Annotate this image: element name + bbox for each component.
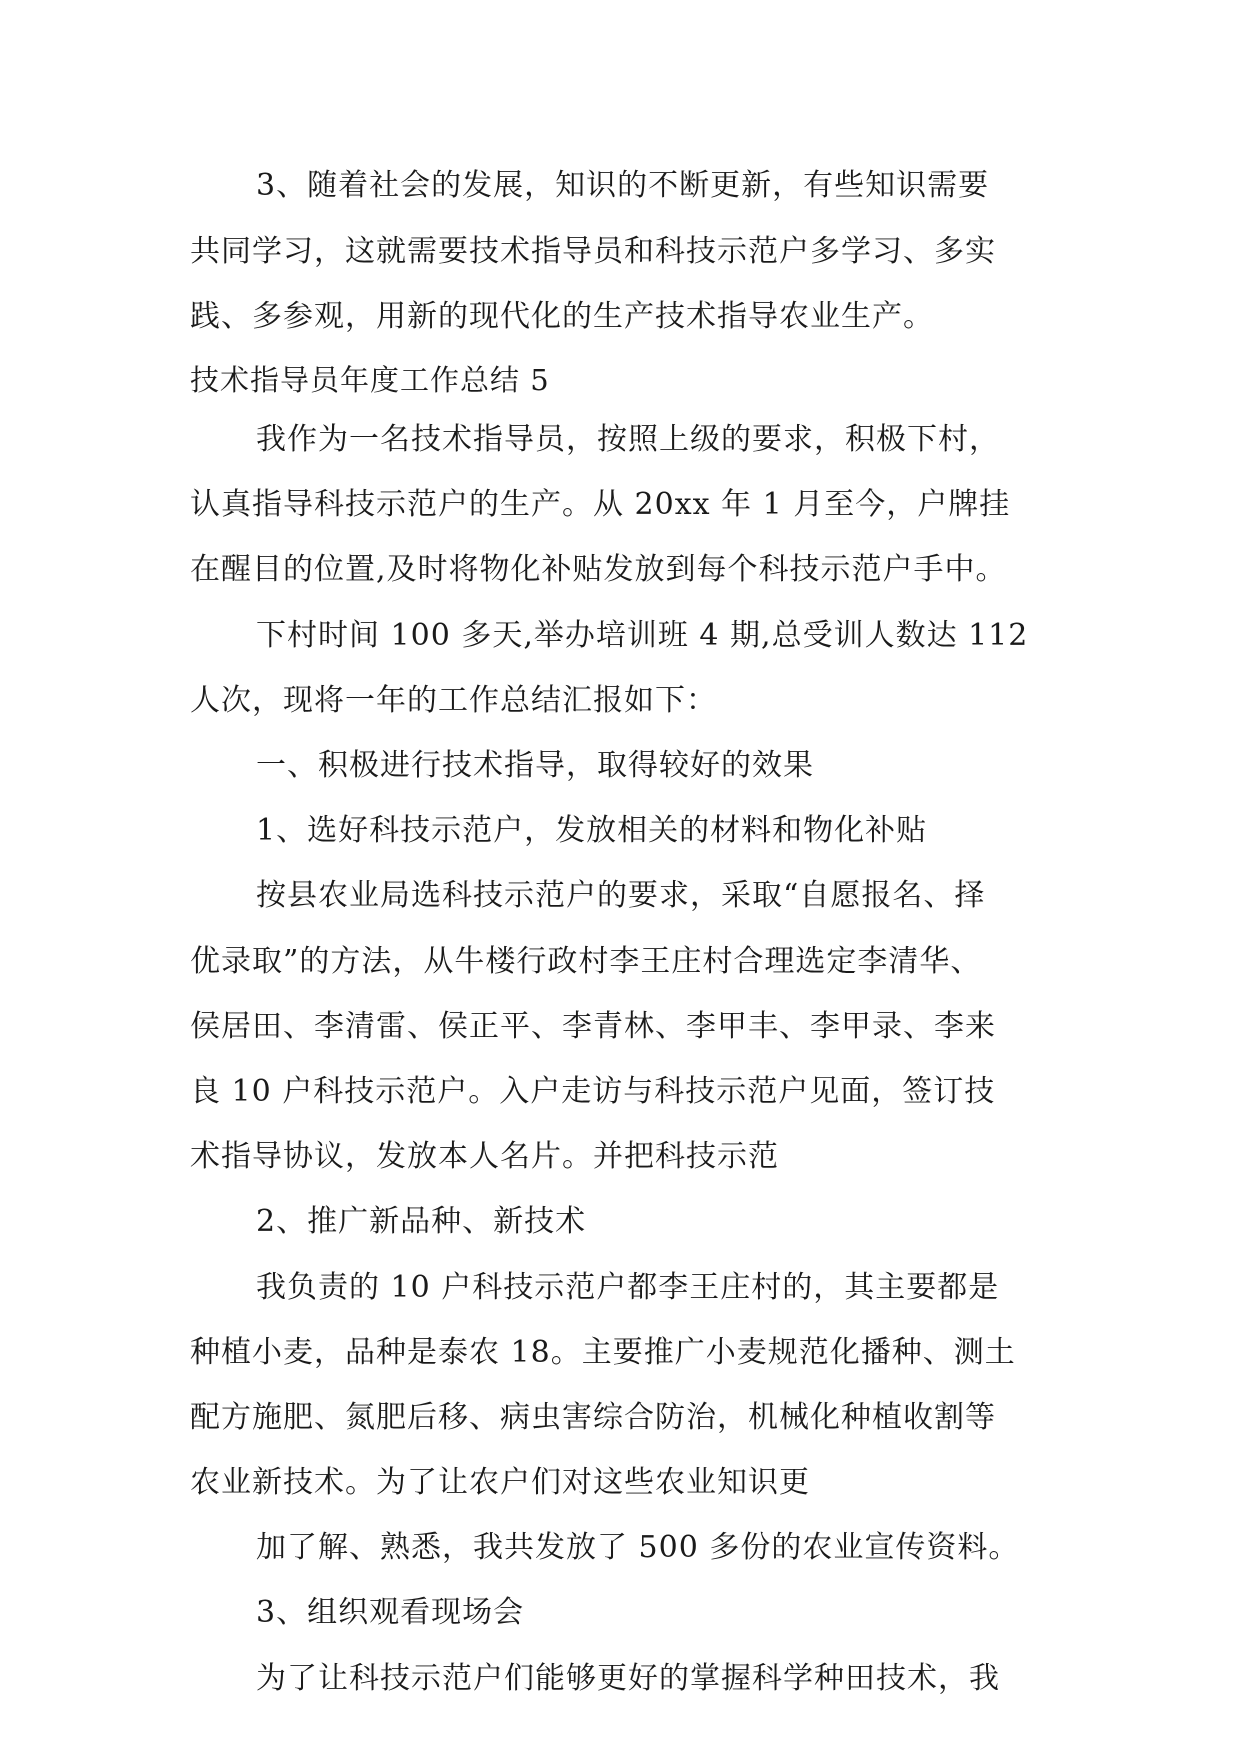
paragraph-line: 优录取”的方法，从牛楼行政村李王庄村合理选定李清华、 [190,944,982,979]
paragraph-line: 种植小麦，品种是泰农 18。主要推广小麦规范化播种、测土 [190,1335,1016,1370]
paragraph-line: 侯居田、李清雷、侯正平、李青林、李甲丰、李甲录、李来 [190,1009,996,1044]
section-title: 技术指导员年度工作总结 5 [190,363,550,397]
paragraph-line: 为了让科技示范户们能够更好的掌握科学种田技术，我 [256,1661,1000,1696]
paragraph-line: 践、多参观，用新的现代化的生产技术指导农业生产。 [190,299,934,334]
paragraph-line: 人次，现将一年的工作总结汇报如下： [190,683,717,718]
paragraph-line: 良 10 户科技示范户。入户走访与科技示范户见面，签订技 [190,1074,996,1109]
paragraph-line: 配方施肥、氮肥后移、病虫害综合防治，机械化种植收割等 [190,1400,996,1435]
paragraph-line: 加了解、熟悉，我共发放了 500 多份的农业宣传资料。 [256,1530,1020,1565]
subheading: 2、推广新品种、新技术 [256,1204,587,1239]
paragraph-line: 下村时间 100 多天,举办培训班 4 期,总受训人数达 112 [256,618,1029,653]
subheading: 1、选好科技示范户，发放相关的材料和物化补贴 [256,813,928,848]
paragraph-line: 按县农业局选科技示范户的要求，采取“自愿报名、择 [256,878,986,913]
paragraph-line: 共同学习，这就需要技术指导员和科技示范户多学习、多实 [190,234,996,269]
paragraph-line: 术指导协议，发放本人名片。并把科技示范 [190,1139,779,1174]
paragraph-line: 3、随着社会的发展，知识的不断更新，有些知识需要 [256,168,990,203]
paragraph-line: 我负责的 10 户科技示范户都李王庄村的，其主要都是 [256,1270,1000,1305]
paragraph-line: 我作为一名技术指导员，按照上级的要求，积极下村， [256,422,1000,457]
paragraph-line: 认真指导科技示范户的生产。从 20xx 年 1 月至今，户牌挂 [190,487,1011,522]
paragraph-line: 农业新技术。为了让农户们对这些农业知识更 [190,1465,810,1500]
subheading: 一、积极进行技术指导，取得较好的效果 [256,748,814,783]
paragraph-line: 在醒目的位置,及时将物化补贴发放到每个科技示范户手中。 [190,552,1007,587]
subheading: 3、组织观看现场会 [256,1595,525,1630]
